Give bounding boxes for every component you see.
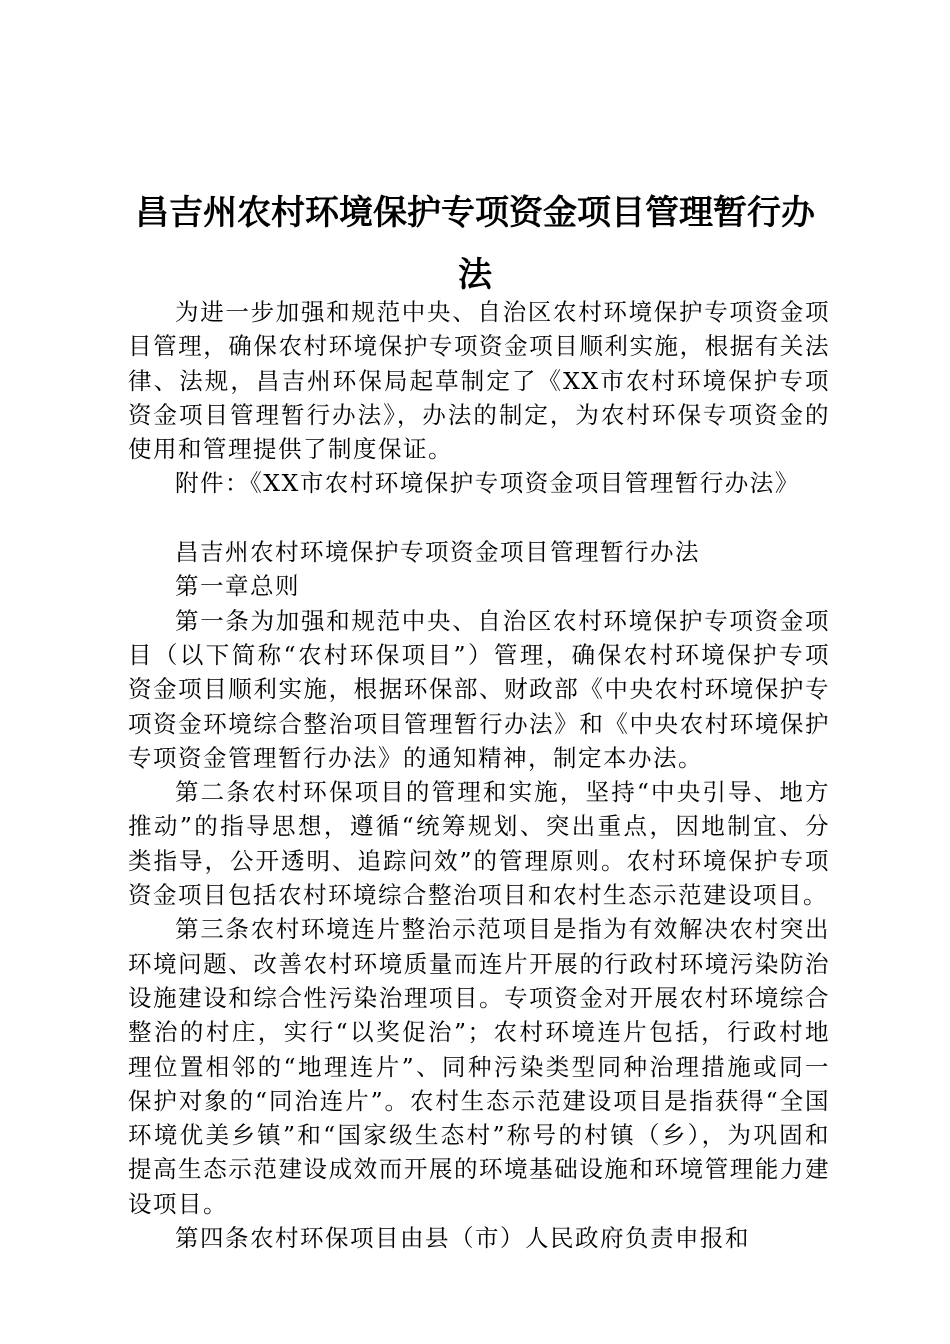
chapter-heading: 第一章总则	[175, 572, 300, 601]
article-3: 第三条农村环境连片整治示范项目是指为有效解决农村突出环境问题、改善农村环境质量而连片开展的行政村环境污染防治设施建设和综合性污染治理项目。专项资金对开展农村环境综合整治的村庄，实行“以奖促治”；农村环境连片包括，行政村地理位置相邻的“地理连片”、同种污染类型同种治理措施或同一保护对象的“同治连片”。农村生态示范建设项目是指获得“全国环境优美乡镇”和“国家级生态村”称号的村镇（乡），为巩固和提高生态示范建设成效而开展的环境基础设施和环境管理能力建设项目。	[128, 915, 830, 1218]
article-4: 第四条农村环保项目由县（市）人民政府负责申报和	[175, 1224, 750, 1253]
article-2: 第二条农村环保项目的管理和实施，坚持“中央引导、地方推动”的指导思想，遵循“统筹规划、突出重点，因地制宜、分类指导，公开透明、追踪问效”的管理原则。农村环境保护专项资金项目包括农村环境综合整治项目和农村生态示范建设项目。	[128, 778, 830, 910]
article-1: 第一条为加强和规范中央、自治区农村环境保护专项资金项目（以下简称“农村环保项目”）管理，确保农村环境保护专项资金项目顺利实施，根据环保部、财政部《中央农村环境保护专项资金环境综合整治项目管理暂行办法》和《中央农村环境保护专项资金管理暂行办法》的通知精神，制定本办法。	[128, 606, 830, 772]
attachment-line: 附件：《XX市农村环境保护专项资金项目管理暂行办法》	[175, 469, 800, 498]
intro-paragraph: 为进一步加强和规范中央、自治区农村环境保护专项资金项目管理，确保农村环境保护专项资金项目顺利实施，根据有关法律、法规，昌吉州环保局起草制定了《XX市农村环境保护专项资金项目管理暂行办法》，办法的制定，为农村环保专项资金的使用和管理提供了制度保证。	[128, 298, 830, 464]
document-body	[128, 295, 830, 1255]
blank-line	[128, 501, 830, 535]
document-subtitle: 昌吉州农村环境保护专项资金项目管理暂行办法	[175, 538, 700, 567]
document-title: 昌吉州农村环境保护专项资金项目管理暂行办法	[135, 193, 815, 295]
